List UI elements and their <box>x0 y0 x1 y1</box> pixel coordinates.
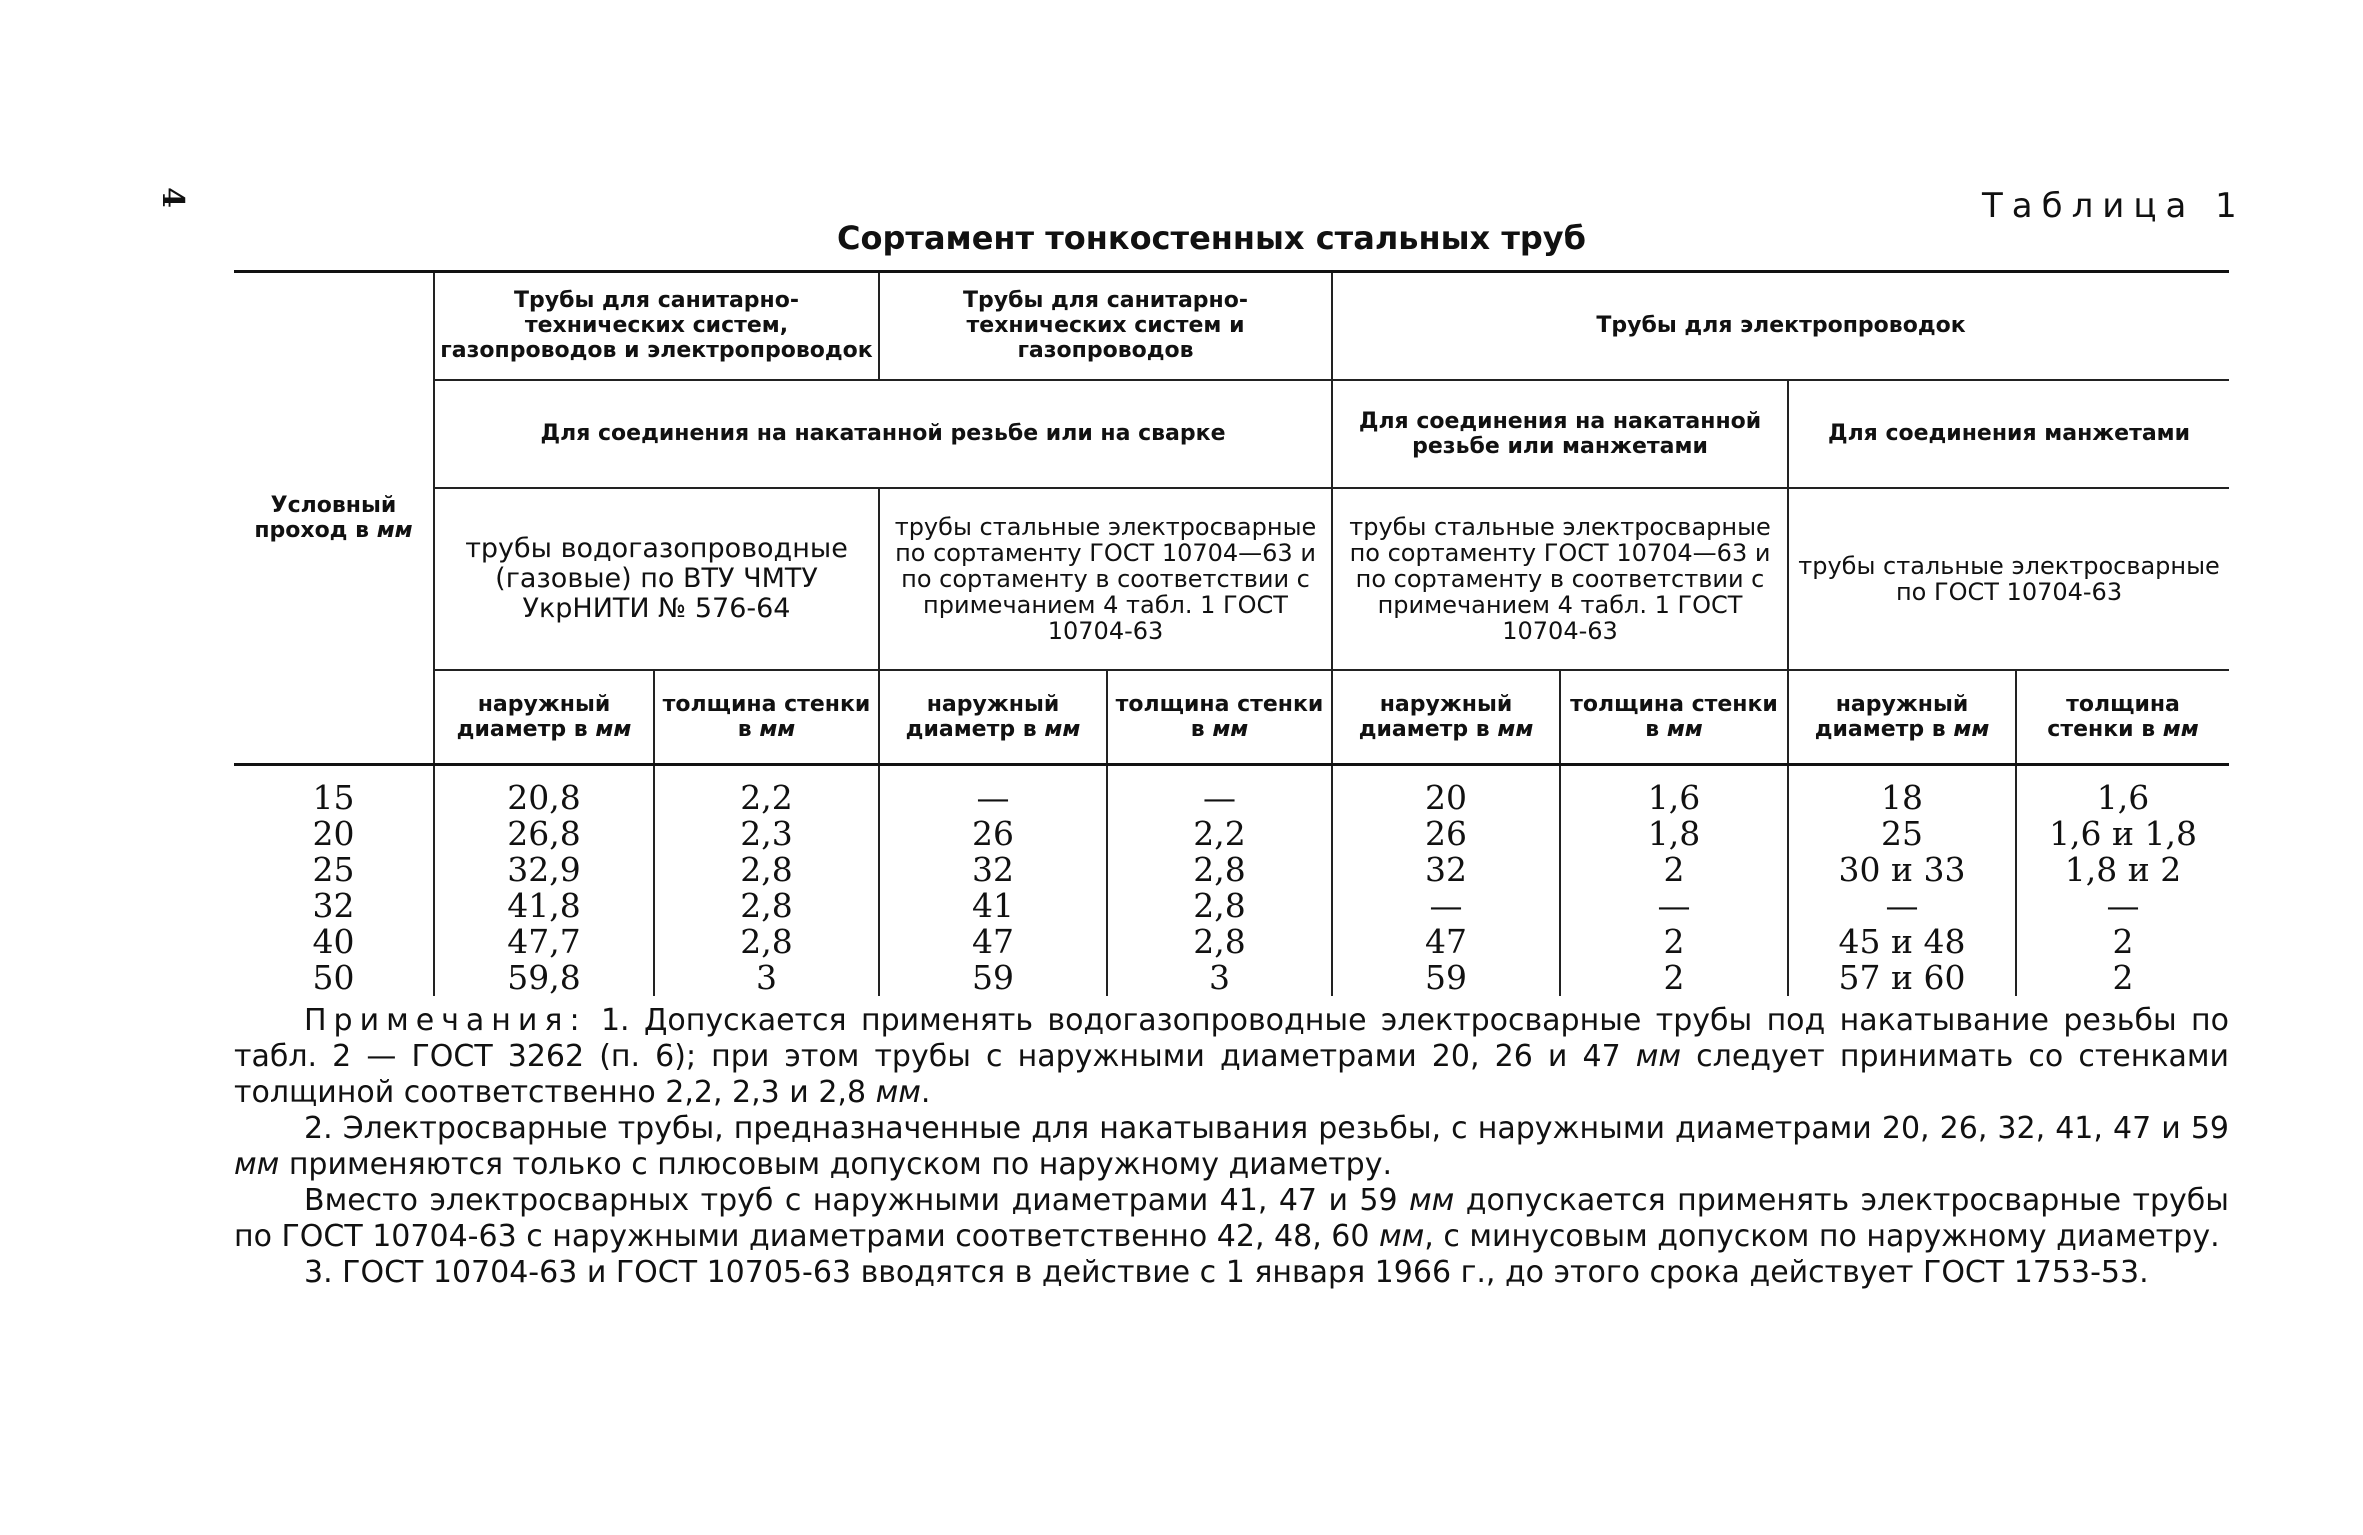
page-number: 4 <box>154 187 190 208</box>
table-cell: 25 <box>1788 816 2016 852</box>
stub-header: Условный проход в мм <box>234 272 434 765</box>
table-cell: 30 и 33 <box>1788 852 2016 888</box>
table-cell: 45 и 48 <box>1788 924 2016 960</box>
table-cell: — <box>2016 888 2229 924</box>
table-cell: 20,8 <box>434 765 654 817</box>
table-cell: 1,6 и 1,8 <box>2016 816 2229 852</box>
note-3: 3. ГОСТ 10704-63 и ГОСТ 10705-63 вводятся в действие с 1 января 1966 г., до этого срока действует ГОСТ 1753-53. <box>304 1255 2149 1290</box>
cell-nominal-bore: 40 <box>234 924 434 960</box>
standard-header-4: трубы стальные электросварные по ГОСТ 10704-63 <box>1788 488 2229 670</box>
table-cell: 3 <box>654 960 879 996</box>
table-cell: 59 <box>1332 960 1560 996</box>
table-cell: 2 <box>1560 924 1788 960</box>
cell-nominal-bore: 15 <box>234 765 434 817</box>
table-cell: 41,8 <box>434 888 654 924</box>
table-cell: 32,9 <box>434 852 654 888</box>
table-cell: 18 <box>1788 765 2016 817</box>
connection-header-3: Для соединения манжетами <box>1788 380 2229 488</box>
table-cell: 26 <box>1332 816 1560 852</box>
pipe-assortment-table <box>234 270 2229 996</box>
table-row <box>234 960 2229 996</box>
table-cell: 47 <box>1332 924 1560 960</box>
table-cell: 26 <box>879 816 1107 852</box>
table-cell: 20 <box>1332 765 1560 817</box>
col-header-wall-thickness: толщина стенки в мм <box>1560 670 1788 765</box>
table-cell: 47,7 <box>434 924 654 960</box>
table-cell: 1,8 и 2 <box>2016 852 2229 888</box>
col-header-wall-thickness: толщина стенки в мм <box>2016 670 2229 765</box>
table-cell: 1,6 <box>1560 765 1788 817</box>
table-cell: 2 <box>1560 852 1788 888</box>
cell-nominal-bore: 32 <box>234 888 434 924</box>
cell-nominal-bore: 25 <box>234 852 434 888</box>
group-header-1: Трубы для санитарно-технических систем, газопроводов и электропроводок <box>434 272 879 380</box>
table-row <box>234 852 2229 888</box>
table-cell: — <box>879 765 1107 817</box>
group-header-2: Трубы для санитарно-технических систем и газопроводов <box>879 272 1332 380</box>
table-cell: 2 <box>2016 924 2229 960</box>
table-cell: 3 <box>1107 960 1332 996</box>
table-cell: 41 <box>879 888 1107 924</box>
table-cell: — <box>1332 888 1560 924</box>
col-header-outer-diameter: наружный диаметр в мм <box>879 670 1107 765</box>
table-cell: 2,8 <box>654 924 879 960</box>
cell-nominal-bore: 50 <box>234 960 434 996</box>
table-cell: 32 <box>879 852 1107 888</box>
table-cell: 2,8 <box>1107 852 1332 888</box>
table-cell: 1,8 <box>1560 816 1788 852</box>
table-cell: 2 <box>1560 960 1788 996</box>
note-2-continued: Вместо электросварных труб с наружными диаметрами 41, 47 и 59 мм допускается применять электросварные трубы по ГОСТ 10704-63 с наружными диаметрами соответственно 42, 48, 60 мм, с минусовым допуском по наружному диаметру. <box>234 1183 2229 1254</box>
table-cell: 59 <box>879 960 1107 996</box>
table-cell: 59,8 <box>434 960 654 996</box>
group-header-3: Трубы для электропроводок <box>1332 272 2229 380</box>
table-cell: 57 и 60 <box>1788 960 2016 996</box>
table-cell: 2,8 <box>1107 924 1332 960</box>
table-cell: — <box>1560 888 1788 924</box>
table-cell: 26,8 <box>434 816 654 852</box>
cell-nominal-bore: 20 <box>234 816 434 852</box>
col-header-outer-diameter: наружный диаметр в мм <box>434 670 654 765</box>
table-cell: — <box>1788 888 2016 924</box>
table-cell: 47 <box>879 924 1107 960</box>
connection-header-1: Для соединения на накатанной резьбе или на сварке <box>434 380 1332 488</box>
table-cell: 2,8 <box>1107 888 1332 924</box>
table-cell: 2 <box>2016 960 2229 996</box>
standard-header-2: трубы стальные электросварные по сортаменту ГОСТ 10704—63 и по сортаменту в соответствии с примечанием 4 табл. 1 ГОСТ 10704-63 <box>879 488 1332 670</box>
table-label: Таблица 1 <box>1982 186 2246 226</box>
col-header-wall-thickness: толщина стенки в мм <box>1107 670 1332 765</box>
table-cell: 1,6 <box>2016 765 2229 817</box>
table-cell: 2,8 <box>654 888 879 924</box>
table-cell: — <box>1107 765 1332 817</box>
table-cell: 2,2 <box>654 765 879 817</box>
table-cell: 32 <box>1332 852 1560 888</box>
note-2: 2. Электросварные трубы, предназначенные для накатывания резьбы, с наружными диаметрами 20, 26, 32, 41, 47 и 59 мм применяются только с плюсовым допуском по наружному диаметру. <box>234 1111 2229 1182</box>
table-cell: 2,3 <box>654 816 879 852</box>
table-row <box>234 765 2229 817</box>
note-1: Примечания: 1. Допускается применять водогазопроводные электросварные трубы под накатывание резьбы по табл. 2 — ГОСТ 3262 (п. 6); при этом трубы с наружными диаметрами 20, 26 и 47 мм следует принимать со стенками толщиной соответственно 2,2, 2,3 и 2,8 мм. <box>234 1003 2229 1110</box>
notes-label: Примечания: <box>304 1003 587 1038</box>
table-row <box>234 924 2229 960</box>
table-cell: 2,2 <box>1107 816 1332 852</box>
standard-header-1: трубы водогазопроводные (газовые) по ВТУ ЧМТУ УкрНИТИ № 576-64 <box>434 488 879 670</box>
col-header-outer-diameter: наружный диаметр в мм <box>1788 670 2016 765</box>
notes-section <box>234 1003 2229 1291</box>
col-header-outer-diameter: наружный диаметр в мм <box>1332 670 1560 765</box>
standard-header-3: трубы стальные электросварные по сортаменту ГОСТ 10704—63 и по сортаменту в соответствии с примечанием 4 табл. 1 ГОСТ 10704-63 <box>1332 488 1788 670</box>
table-title: Сортамент тонкостенных стальных труб <box>837 219 1586 257</box>
table-row <box>234 816 2229 852</box>
table-cell: 2,8 <box>654 852 879 888</box>
connection-header-2: Для соединения на накатанной резьбе или манжетами <box>1332 380 1788 488</box>
table-row <box>234 888 2229 924</box>
col-header-wall-thickness: толщина стенки в мм <box>654 670 879 765</box>
